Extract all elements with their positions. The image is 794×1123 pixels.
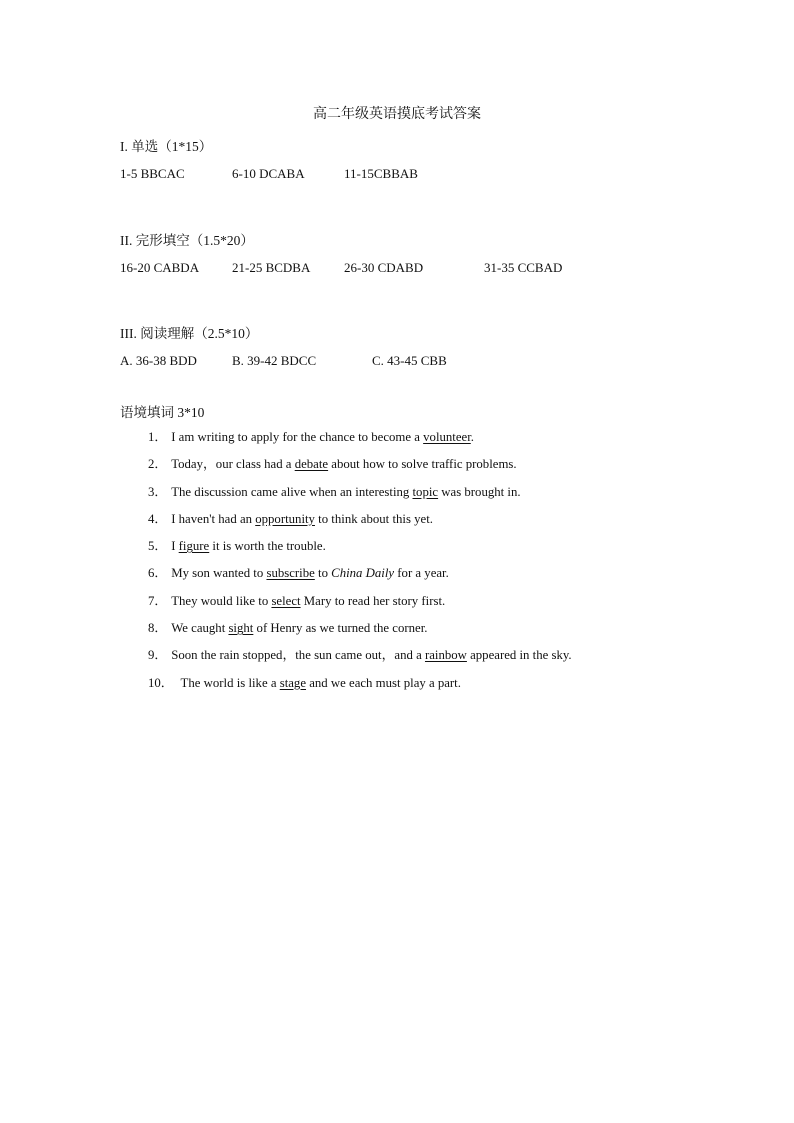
list-item: 8． We caught sight of Henry as we turned the corner.: [148, 621, 428, 636]
section-3-answers: [120, 353, 680, 371]
answer-word: opportunity: [255, 511, 315, 526]
section-4-heading: 语境填词 3*10: [120, 405, 205, 420]
list-item: 7． They would like to select Mary to read her story first.: [148, 593, 446, 608]
answer-group: 6-10 DCABA: [232, 166, 305, 181]
answer-word: figure: [178, 539, 210, 554]
answer-group: 26-30 CDABD: [344, 260, 424, 275]
answer-word: stage: [279, 675, 307, 690]
section-1-answers: [120, 166, 680, 184]
list-item: 9． Soon the rain stopped，the sun came out，and a rainbow appeared in the sky.: [148, 648, 572, 663]
answer-word: topic: [412, 484, 439, 499]
fill-in-list: [148, 428, 668, 701]
page-title: 高二年级英语摸底考试答案: [313, 107, 481, 122]
section-1-heading: I. 单选（1*15）: [120, 139, 213, 154]
list-item: 5． I figure it is worth the trouble.: [148, 539, 326, 554]
answer-group: 11-15CBBAB: [344, 166, 418, 181]
list-item: 3． The discussion came alive when an interesting topic was brought in.: [148, 484, 521, 499]
newspaper-title: China Daily: [331, 566, 395, 581]
answer-word: subscribe: [266, 566, 315, 581]
list-item: 2． Today，our class had a debate about how to solve traffic problems.: [148, 457, 517, 472]
answer-group: B. 39-42 BDCC: [232, 353, 317, 368]
answer-word: debate: [294, 457, 329, 472]
answer-word: rainbow: [424, 648, 467, 663]
answer-word: select: [271, 593, 301, 608]
list-item: 1． I am writing to apply for the chance to become a volunteer.: [148, 430, 474, 444]
answer-group: C. 43-45 CBB: [372, 353, 447, 368]
list-item: 4． I haven't had an opportunity to think about this yet.: [148, 511, 433, 526]
answer-group: 16-20 CABDA: [120, 260, 200, 275]
section-2-answers: [120, 260, 680, 278]
list-item: 10． The world is like a stage and we each must play a part.: [148, 675, 461, 690]
answer-group: A. 36-38 BDD: [120, 353, 197, 368]
section-2-heading: II. 完形填空（1.5*20）: [120, 233, 254, 248]
section-3-heading: III. 阅读理解（2.5*10）: [120, 326, 259, 341]
answer-word: volunteer: [423, 430, 471, 444]
answer-group: 1-5 BBCAC: [120, 166, 185, 181]
answer-word: sight: [228, 621, 254, 636]
answer-group: 31-35 CCBAD: [484, 260, 563, 275]
list-item: 6． My son wanted to subscribe to China Daily for a year.: [148, 566, 449, 581]
answer-group: 21-25 BCDBA: [232, 260, 311, 275]
